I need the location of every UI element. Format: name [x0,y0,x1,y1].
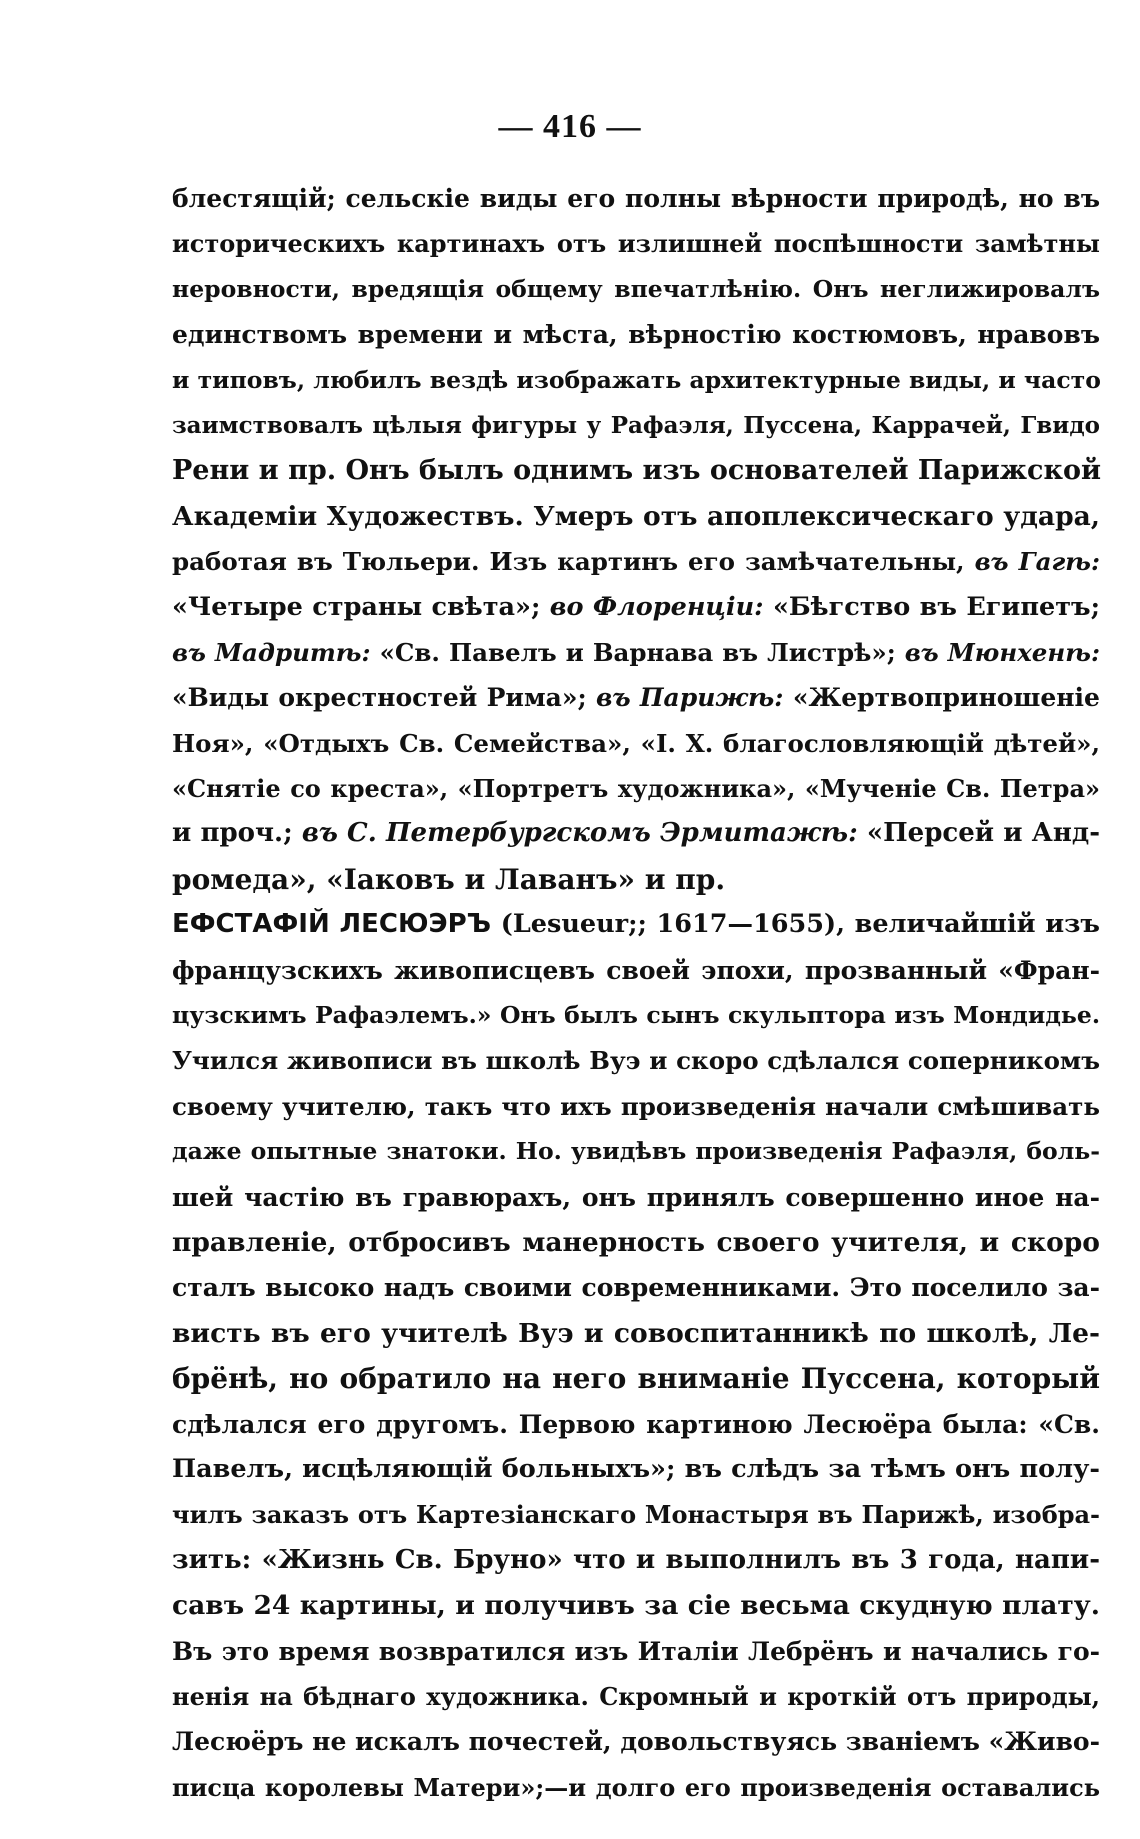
place-name: въ Мюнхенѣ: [904,637,1101,667]
text-line: чилъ заказъ отъ Картезіанскаго Монастыря въ Парижѣ, изобра- [172,1500,1100,1530]
place-name: въ С. Петербургскомъ Эрмитажѣ: [301,818,858,849]
text-line: Рени и пр. Онъ былъ однимъ изъ основателей Парижской [172,455,1102,487]
body-text [172,176,1100,1810]
text-line: висть въ его учителѣ Вуэ и совоспитанникѣ по школѣ, Ле- [172,1317,1100,1349]
text-line: историческихъ картинахъ отъ излишней поспѣшности замѣтны [172,229,1100,259]
text-line: савъ 24 картины, и получивъ за сіе весьма скудную плату. [172,1590,1100,1622]
text-line: неровности, вредящія общему впечатлѣнію. Онъ неглижировалъ [172,274,1100,303]
text-line: даже опытные знатоки. Но. увидѣвъ произведенія Рафаэля, боль- [172,1137,1100,1166]
text-line: и проч.; въ С. Петербургскомъ Эрмитажѣ: «Персей и Анд- [172,818,1101,849]
text-line: въ Мадритѣ: «Св. Павелъ и Варнава въ Листрѣ»; въ Мюнхенѣ: [172,637,1101,667]
text-line: своему учителю, такъ что ихъ произведенія начали смѣшивать [172,1091,1100,1121]
text-line: ненія на бѣднаго художника. Скромный и кроткій отъ природы, [172,1681,1100,1711]
entry-heading-line: ЕФСТАФІЙ ЛЕСЮЭРЪ (Lesueur;; 1617—1655), величайшій изъ [172,909,1100,940]
text-line: Учился живописи въ школѣ Вуэ и скоро сдѣлался соперникомъ [172,1046,1100,1076]
text-line: сталъ высоко надъ своими современниками. Это поселило за- [172,1273,1100,1303]
text-line: работая въ Тюльери. Изъ картинъ его замѣчательны, въ Гагѣ: [172,547,1100,577]
text-line: ромеда», «Іаковъ и Лаванъ» и пр. [172,862,726,896]
text-line: Павелъ, исцѣляющій больныхъ»; въ слѣдъ за тѣмъ онъ полу- [172,1453,1100,1484]
text-line: правленіе, отбросивъ манерность своего учителя, и скоро [172,1226,1100,1258]
text-line: «Снятіе со креста», «Портретъ художника», «Мученіе Св. Петра» [172,774,1100,804]
page-number: — 416 — [498,108,642,145]
text-line: Въ это время возвратился изъ Италіи Лебрёнъ и начались го- [172,1636,1100,1666]
entry-heading: ЕФСТАФІЙ ЛЕСЮЭРЪ [172,909,492,940]
text-line: писца королевы Матери»;—и долго его произведенія оставались [172,1772,1100,1802]
place-name: въ Гагѣ: [974,547,1100,577]
text-line: блестящій; сельскіе виды его полны вѣрности природѣ, но въ [172,184,1100,213]
text-line: «Четыре страны свѣта»; во Флоренціи: «Бѣгство въ Египетъ; [172,591,1100,622]
text-line: зить: «Жизнь Св. Бруно» что и выполнилъ въ 3 года, напи- [172,1544,1100,1575]
place-name: въ Мадритѣ: [172,637,371,667]
text-line: заимствовалъ цѣлыя фигуры у Рафаэля, Пуссена, Каррачей, Гвидо [172,411,1100,439]
text-line: и типовъ, любилъ вездѣ изображать архитектурные виды, и часто [172,365,1101,394]
text-line: единствомъ времени и мѣста, вѣрностію костюмовъ, нравовъ [172,320,1100,350]
text-line: Лесюёръ не искалъ почестей, довольствуясь званіемъ «Живо- [172,1727,1100,1757]
text-line: «Виды окрестностей Рима»; въ Парижѣ: «Жертвоприношеніе [172,683,1100,713]
text-line: брёнѣ, но обратило на него вниманіе Пуссена, который [172,1362,1100,1396]
text-line: Ноя», «Отдыхъ Св. Семейства», «І. Х. благословляющій дѣтей», [172,728,1100,758]
text-line: цузскимъ Рафаэлемъ.» Онъ былъ сынъ скульптора изъ Мондидье. [172,1001,1100,1030]
text-line: французскихъ живописцевъ своей эпохи, прозванный «Фран- [172,955,1100,985]
text-line: сдѣлался его другомъ. Первою картиною Лесюёра была: «Св. [172,1409,1100,1439]
text-line: шей частію въ гравюрахъ, онъ принялъ совершенно иное на- [172,1182,1100,1212]
place-name: въ Парижѣ: [596,683,784,713]
place-name: во Флоренціи: [549,591,764,622]
text-line: Академіи Художествъ. Умеръ отъ апоплексическаго удара, [172,500,1100,532]
